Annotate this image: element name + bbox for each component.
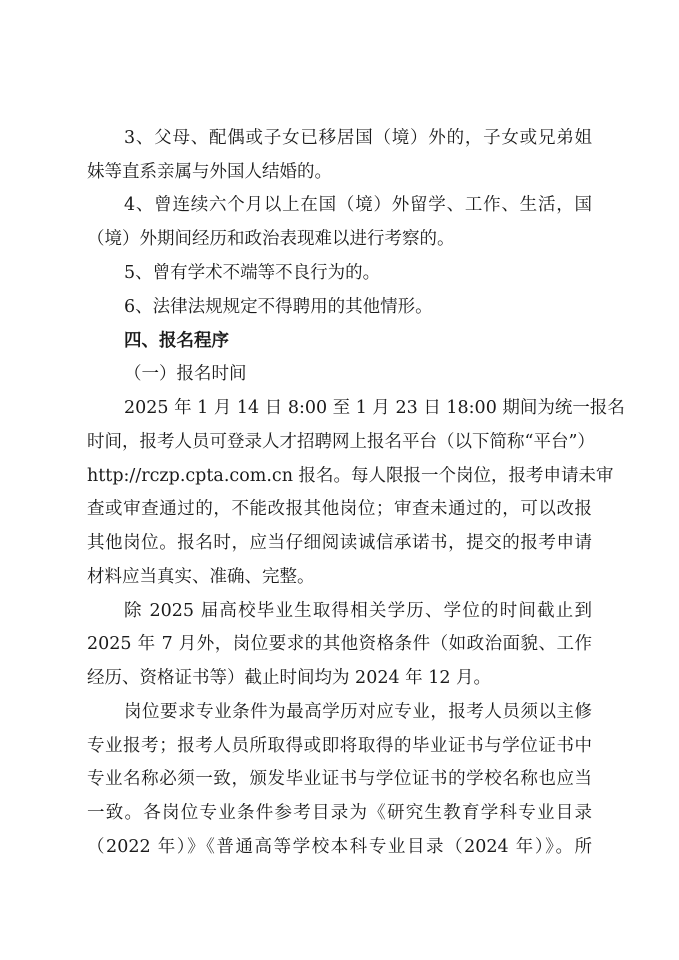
text-line: （2022 年）》《普通高等学校本科专业目录（2024 年）》。所 bbox=[87, 837, 592, 857]
text-line: 其他岗位。报名时，应当仔细阅读诚信承诺书，提交的报考申请 bbox=[87, 533, 592, 553]
text-line: http://rczp.cpta.com.cn 报名。每人限报一个岗位，报考申请未审 bbox=[87, 466, 614, 486]
text-line: 4、曾连续六个月以上在国（境）外留学、工作、生活，国 bbox=[124, 195, 592, 215]
section-heading: 四、报名程序 bbox=[124, 331, 229, 351]
text-line: 查或审查通过的，不能改报其他岗位；审查未通过的，可以改报 bbox=[87, 499, 592, 519]
text-line: 6、法律法规规定不得聘用的其他情形。 bbox=[124, 297, 433, 317]
text-line: 一致。各岗位专业条件参考目录为《研究生教育学科专业目录 bbox=[87, 803, 592, 823]
text-line: （境）外期间经历和政治表现难以进行考察的。 bbox=[87, 229, 455, 249]
text-line: 经历、资格证书等）截止时间均为 2024 年 12 月。 bbox=[87, 668, 492, 688]
text-line: 2025 年 1 月 14 日 8:00 至 1 月 23 日 18:00 期间为统一报名 bbox=[124, 398, 625, 418]
text-line: 时间，报考人员可登录人才招聘网上报名平台（以下简称“平台”） bbox=[87, 432, 595, 452]
text-line: 岗位要求专业条件为最高学历对应专业，报考人员须以主修 bbox=[124, 702, 592, 722]
text-line: 妹等直系亲属与外国人结婚的。 bbox=[87, 162, 332, 182]
text-line: 5、曾有学术不端等不良行为的。 bbox=[124, 263, 381, 283]
text-line: 除 2025 届高校毕业生取得相关学历、学位的时间截止到 bbox=[124, 601, 592, 621]
subsection-heading: （一）报名时间 bbox=[124, 364, 247, 384]
text-line: 2025 年 7 月外，岗位要求的其他资格条件（如政治面貌、工作 bbox=[87, 634, 592, 654]
text-line: 材料应当真实、准确、完整。 bbox=[87, 567, 315, 587]
text-line: 3、父母、配偶或子女已移居国（境）外的，子女或兄弟姐 bbox=[124, 128, 592, 148]
text-line: 专业报考；报考人员所取得或即将取得的毕业证书与学位证书中 bbox=[87, 736, 592, 756]
text-line: 专业名称必须一致，颁发毕业证书与学位证书的学校名称也应当 bbox=[87, 769, 592, 789]
